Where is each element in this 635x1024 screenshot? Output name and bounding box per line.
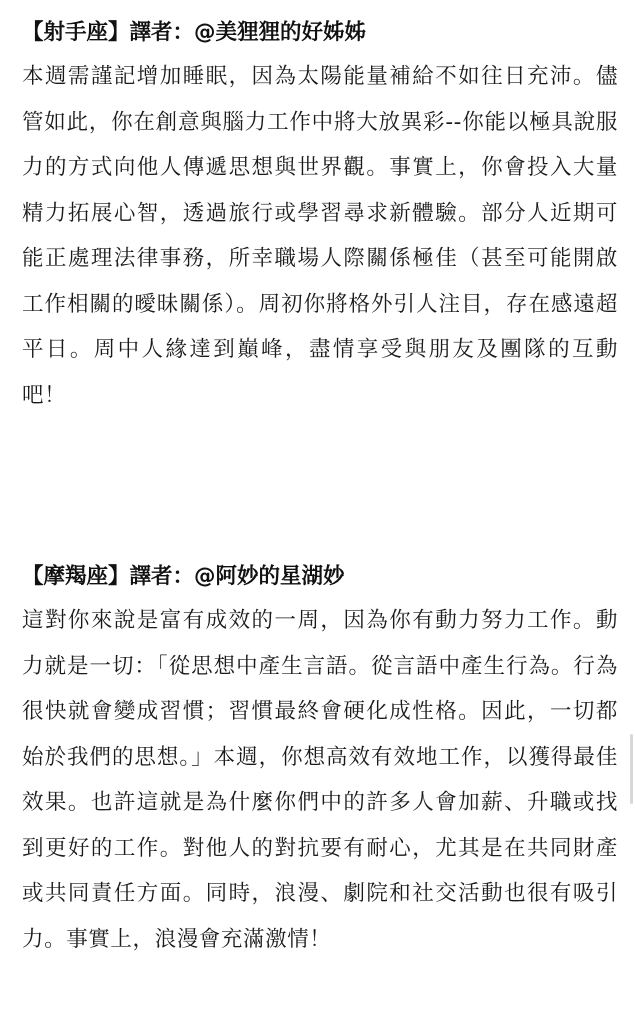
horoscope-section-sagittarius bbox=[22, 12, 618, 418]
section-heading: 【射手座】譯者：@美狸狸的好姊姊 bbox=[22, 20, 367, 45]
section-heading: 【摩羯座】譯者：@阿妙的星湖妙 bbox=[22, 564, 345, 589]
horoscope-section-capricorn bbox=[22, 556, 618, 962]
section-body-text: 這對你來說是富有成效的一周，因為你有動力努力工作。動力就是一切：「從思想中產生言語。從言語中產生行為。行為很快就會變成習慣；習慣最終會硬化成性格。因此，一切都始於我們的思想。」本週，你想高效有效地工作，以獲得最佳效果。也許這就是為什麼你們中的許多人會加薪、升職或找到更好的工作。對他人的對抗要有耐心，尤其是在共同財產或共同責任方面。同時，浪漫、劇院和社交活動也很有吸引力。事實上，浪漫會充滿激情！ bbox=[22, 608, 618, 952]
section-body-text: 本週需謹記增加睡眠，因為太陽能量補給不如往日充沛。儘管如此，你在創意與腦力工作中將大放異彩--你能以極具說服力的方式向他人傳遞思想與世界觀。事實上，你會投入大量精力拓展心智，透過旅行或學習尋求新體驗。部分人近期可能正處理法律事務，所幸職場人際關係極佳（甚至可能開啟工作相關的曖昧關係）。周初你將格外引人注目，存在感遠超平日。周中人緣達到巔峰，盡情享受與朋友及團隊的互動吧！ bbox=[22, 64, 618, 408]
scrollbar-thumb[interactable] bbox=[630, 734, 633, 804]
